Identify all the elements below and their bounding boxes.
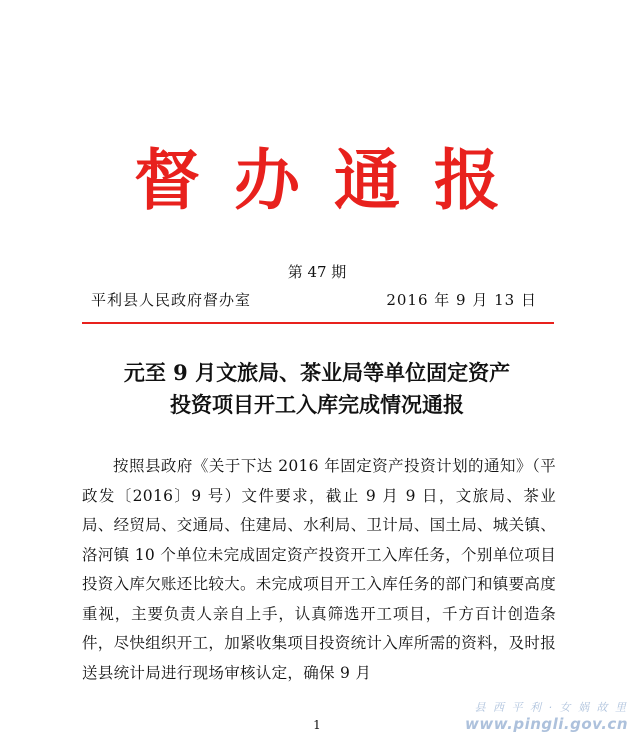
issuer-name: 平利县人民政府督办室 <box>91 291 252 309</box>
watermark-slogan: 县 西 平 利 · 女 娲 故 里 <box>474 701 628 714</box>
notice-title-line-1: 元至 9 月文旅局、茶业局等单位固定资产 <box>123 360 511 385</box>
site-watermark <box>465 701 628 733</box>
watermark-url: www.pingli.gov.cn <box>465 715 628 733</box>
issue-date: 2016 年 9 月 13 日 <box>386 291 537 309</box>
page-number: 1 <box>313 718 321 732</box>
red-divider-rule <box>82 322 554 324</box>
body-paragraph: 按照县政府《关于下达 2016 年固定资产投资计划的通知》（平政发〔2016〕9 号）文件要求，截止 9 月 9 日，文旅局、茶业局、经贸局、交通局、住建局、水利局、卫计局、国土局、城关镇、洛河镇 10 个单位未完成固定资产投资开工入库任务，个别单位项目投资入库欠账还比较大。未完成项目开工入库任务的部门和镇要高度重视，主要负责人亲自上手，认真筛选开工项目，千方百计创造条件，尽快组织开工，加紧收集项目投资统计入库所需的资料，及时报送县统计局进行现场审核认定，确保 9 月 <box>82 457 557 682</box>
masthead-title: 督办通报 <box>134 141 534 219</box>
notice-title <box>0 357 634 421</box>
issue-number: 第 47 期 <box>287 263 347 281</box>
notice-title-line-2: 投资项目开工入库完成情况通报 <box>170 392 464 417</box>
